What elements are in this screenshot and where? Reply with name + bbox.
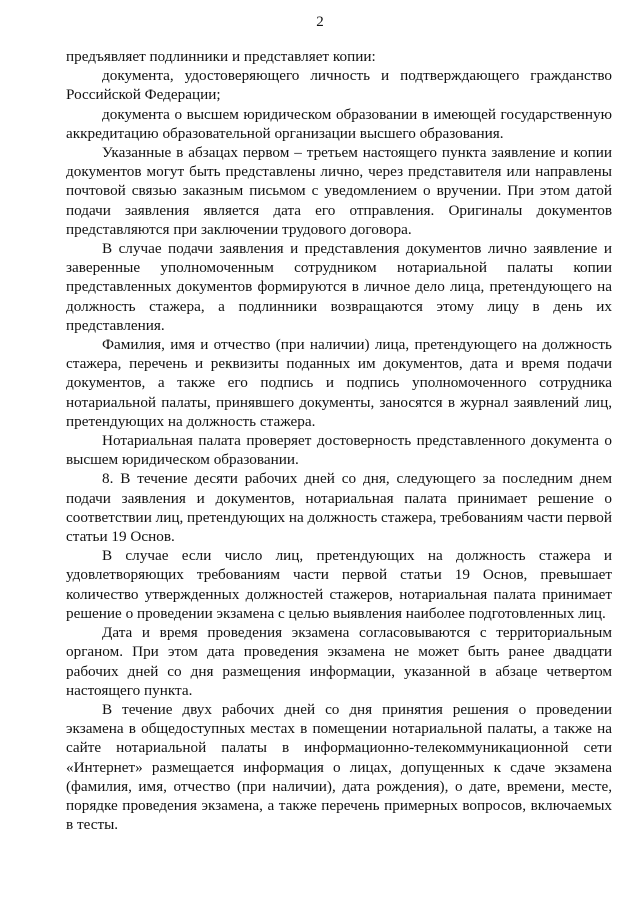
paragraph-identity-document: документа, удостоверяющего личность и подтверждающего гражданство Российской Федерации; bbox=[66, 67, 612, 104]
paragraph-personal-file: В случае подачи заявления и представления документов лично заявление и заверенные уполномоченным сотрудником нотариальной палаты копии представленных документов формируются в личное дело лица, претендующего на должность стажера, а подлинники возвращаются этому лицу в день их представления. bbox=[66, 240, 612, 334]
paragraph-registration-journal: Фамилия, имя и отчество (при наличии) лица, претендующего на должность стажера, перечень и реквизиты поданных им документов, дата и время подачи документов, а также его подпись и подпись уполномоченного сотрудника нотариальной палаты, принявшего документы, заносятся в журнал заявлений лиц, претендующих на должность стажера. bbox=[66, 336, 612, 430]
paragraph-education-document: документа о высшем юридическом образовании в имеющей государственную аккредитацию образовательной организации высшего образования. bbox=[66, 105, 612, 142]
document-body bbox=[66, 47, 612, 834]
paragraph-exam-publication: В течение двух рабочих дней со дня принятия решения о проведении экзамена в общедоступных местах в помещении нотариальной палаты, а также на сайте нотариальной палаты в информационно-телекоммуникационной сети «Интернет» размещается информация о лицах, допущенных к сдаче экзамена (фамилия, имя, отчество (при наличии), дата рождения), о дате, времени, месте, порядке проведения экзамена, а также перечень примерных вопросов, включаемых в тесты. bbox=[66, 700, 612, 834]
paragraph-exam-decision: В случае если число лиц, претендующих на должность стажера и удовлетворяющих требованиям части первой статьи 19 Основ, превышает количество утвержденных должностей стажеров, нотариальная палата принимает решение о проведении экзамена с целью выявления наиболее подготовленных лиц. bbox=[66, 547, 612, 622]
paragraph-exam-date: Дата и время проведения экзамена согласовываются с территориальным органом. При этом дата проведения экзамена не может быть ранее двадцати рабочих дней со дня размещения информации, указанной в абзаце четвертом настоящего пункта. bbox=[66, 624, 612, 699]
page-number: 2 bbox=[316, 14, 324, 30]
paragraph-item-8: 8. В течение десяти рабочих дней со дня, следующего за последним днем подачи заявления и документов, нотариальная палата принимает решение о соответствии лиц, претендующих на должность стажера, требованиям части первой статьи 19 Основ. bbox=[66, 470, 612, 546]
paragraph-continuation: предъявляет подлинники и представляет копии: bbox=[66, 48, 376, 65]
paragraph-verification: Нотариальная палата проверяет достоверность представленного документа о высшем юридическом образовании. bbox=[66, 432, 612, 469]
paragraph-submission-methods: Указанные в абзацах первом – третьем настоящего пункта заявление и копии документов могут быть представлены лично, через представителя или направлены почтовой связью заказным письмом с уведомлением о вручении. При этом датой подачи заявления является дата его отправления. Оригиналы документов представляются при заключении трудового договора. bbox=[66, 144, 612, 238]
